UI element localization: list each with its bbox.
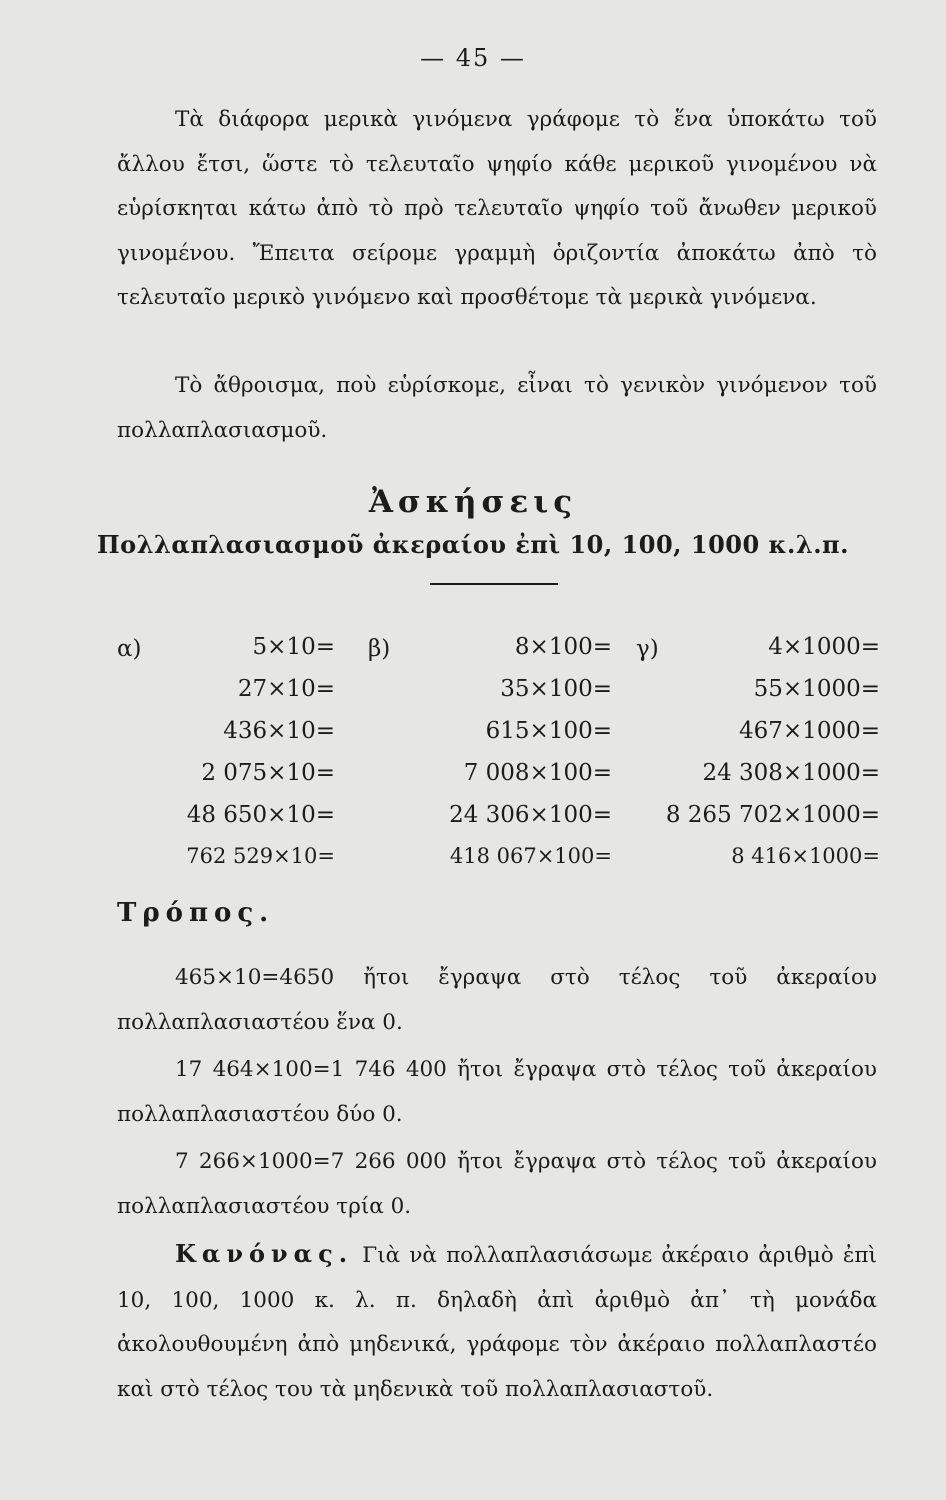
rule-paragraph xyxy=(117,1232,877,1412)
exercise-b1: 8×100= xyxy=(514,634,612,660)
label-b: β) xyxy=(368,636,391,662)
exercise-c4: 24 308×1000= xyxy=(702,760,880,786)
page-number: — 45 — xyxy=(420,44,526,72)
exercise-a6: 762 529×10= xyxy=(186,844,335,868)
exercise-a1: 5×10= xyxy=(252,634,335,660)
label-c: γ) xyxy=(636,636,659,662)
exercise-c6: 8 416×1000= xyxy=(731,844,880,868)
rule-text: Γιὰ νὰ πολλαπλασιάσωμε ἀκέραιο ἀριθμὸ ἐπὶ 10, 100, 1000 κ. λ. π. δηλαδὴ ἀπὶ ἀριθμὸ ἀπ᾿ τὴ μονάδα ἀκολουθουμένη ἀπὸ μηδενικά, γράφομε τὸν ἀκέραιο πολλαπλαστέο καὶ στὸ τέλος του τὰ μηδενικὰ τοῦ πολλαπλασιαστοῦ. xyxy=(117,1243,877,1402)
exercise-c5: 8 265 702×1000= xyxy=(665,802,880,828)
exercise-b4: 7 008×100= xyxy=(463,760,612,786)
label-a: α) xyxy=(117,636,142,662)
method-example-3: 7 266×1000=7 266 000 ἤτοι ἔγραψα στὸ τέλος τοῦ ἀκεραίου πολλαπλασιαστέου τρία 0. xyxy=(117,1149,877,1219)
divider-rule xyxy=(430,583,558,585)
exercise-a3: 436×10= xyxy=(223,718,335,744)
method-heading: Τρόπος. xyxy=(117,898,275,928)
exercise-c3: 467×1000= xyxy=(739,718,880,744)
rule-heading: Κανόνας. xyxy=(175,1239,354,1268)
exercise-b2: 35×100= xyxy=(500,676,612,702)
exercise-b6: 418 067×100= xyxy=(449,844,612,868)
exercise-b5: 24 306×100= xyxy=(449,802,612,828)
exercise-b3: 615×100= xyxy=(485,718,612,744)
intro-paragraph-1: Τὰ διάφορα μερικὰ γινόμενα γράφομε τὸ ἕνα ὑποκάτω τοῦ ἄλλου ἔτσι, ὥστε τὸ τελευταῖο ψηφίο κάθε μερικοῦ γινομένου νὰ εὑρίσκηται κάτω ἀπὸ τὸ πρὸ τελευταῖο ψηφίο τοῦ ἄνωθεν μερικοῦ γινομένου. Ἔπειτα σείρομε γραμμὴ ὁριζοντία ἀποκάτω ἀπὸ τὸ τελευταῖο μερικὸ γινόμενο καὶ προσθέτομε τὰ μερικὰ γινόμενα. xyxy=(117,107,877,311)
method-example-1: 465×10=4650 ἤτοι ἔγραψα στὸ τέλος τοῦ ἀκεραίου πολλαπλασιαστέου ἕνα 0. xyxy=(117,965,877,1035)
exercises-subtitle: Πολλαπλασιασμοῦ ἀκεραίου ἐπὶ 10, 100, 1000 κ.λ.π. xyxy=(97,530,849,559)
exercise-c2: 55×1000= xyxy=(753,676,880,702)
exercise-c1: 4×1000= xyxy=(768,634,880,660)
exercise-a2: 27×10= xyxy=(237,676,335,702)
intro-paragraph-2: Τὸ ἄθροισμα, ποὺ εὑρίσκομε, εἶναι τὸ γενικὸν γινόμενον τοῦ πολλαπλασιασμοῦ. xyxy=(117,373,877,443)
method-example-2: 17 464×100=1 746 400 ἤτοι ἔγραψα στὸ τέλος τοῦ ἀκεραίου πολλαπλασιαστέου δύο 0. xyxy=(117,1057,877,1127)
exercise-a5: 48 650×10= xyxy=(186,802,335,828)
exercise-a4: 2 075×10= xyxy=(201,760,335,786)
exercises-title: Ἀσκήσεις xyxy=(368,484,578,520)
